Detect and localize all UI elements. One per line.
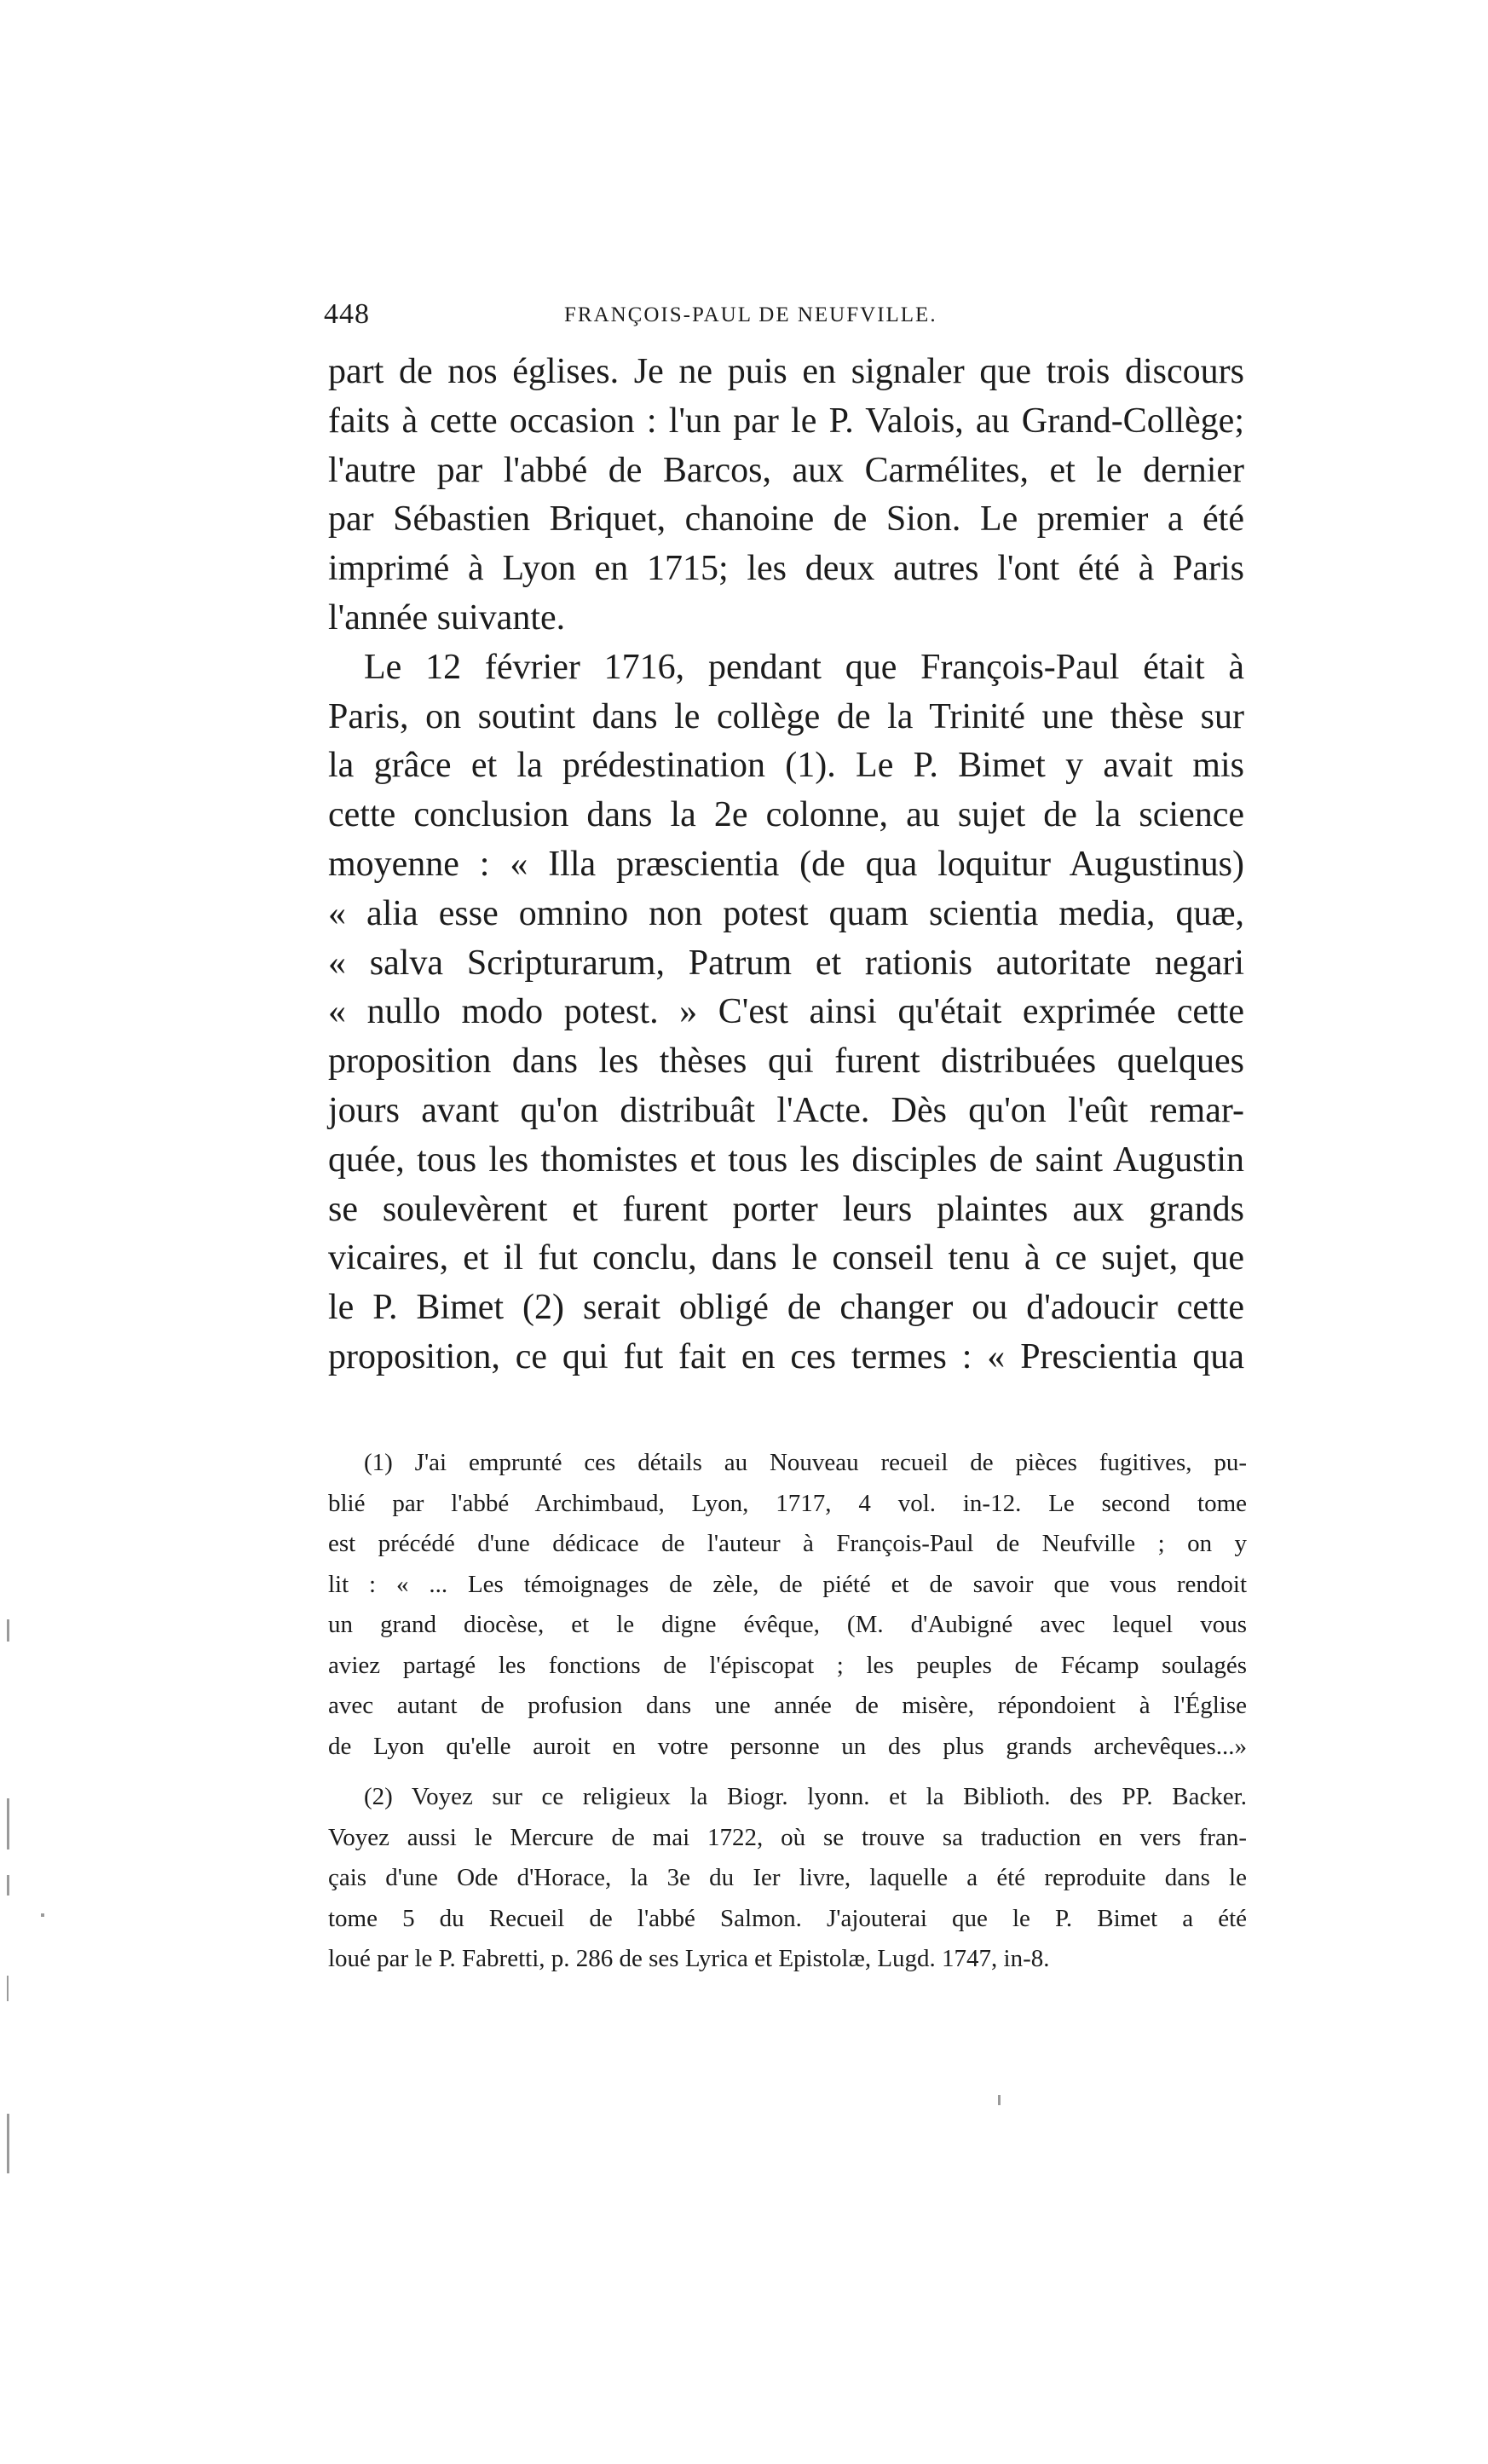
body-line: par Sébastien Briquet, chanoine de Sion. Le premier a été xyxy=(328,499,1244,540)
body-line: la grâce et la prédestination (1). Le P. Bimet y avait mis xyxy=(328,746,1244,786)
body-line: « nullo modo potest. » C'est ainsi qu'était exprimée cette xyxy=(328,992,1244,1032)
body-line: cette conclusion dans la 2e colonne, au sujet de la science xyxy=(328,795,1244,835)
body-line: « salva Scripturarum, Patrum et rationis autoritate negari xyxy=(328,943,1244,983)
footnote-line: (2) Voyez sur ce religieux la Biogr. lyonn. et la Biblioth. des PP. Backer. xyxy=(364,1783,1247,1810)
body-line: imprimé à Lyon en 1715; les deux autres l'ont été à Paris xyxy=(328,549,1244,589)
footnote-line: loué par le P. Fabretti, p. 286 de ses Lyrica et Epistolæ, Lugd. 1747, in-8. xyxy=(328,1945,1050,1972)
footnote-line: de Lyon qu'elle auroit en votre personne un des plus grands archevêques...» xyxy=(328,1732,1247,1760)
footnote-line: est précédé d'une dédicace de l'auteur à François-Paul de Neufville ; on y xyxy=(328,1530,1247,1557)
footnote-line: blié par l'abbé Archimbaud, Lyon, 1717, 4 vol. in-12. Le second tome xyxy=(328,1489,1247,1517)
footnote-line: (1) J'ai emprunté ces détails au Nouveau recueil de pièces fugitives, pu- xyxy=(364,1449,1247,1476)
body-line: proposition dans les thèses qui furent distribuées quelques xyxy=(328,1042,1244,1082)
body-line: vicaires, et il fut conclu, dans le conseil tenu à ce sujet, que xyxy=(328,1238,1244,1278)
scan-mark xyxy=(7,1798,9,1849)
body-line: proposition, ce qui fut fait en ces termes : « Prescientia qua xyxy=(328,1336,1244,1376)
body-line: faits à cette occasion : l'un par le P. Valois, au Grand-Collège; xyxy=(328,401,1244,441)
body-line: jours avant qu'on distribuât l'Acte. Dès qu'on l'eût remar- xyxy=(328,1090,1244,1130)
body-line: quée, tous les thomistes et tous les disciples de saint Augustin xyxy=(328,1140,1244,1180)
scan-mark xyxy=(7,2114,9,2173)
footnote-2 xyxy=(328,1777,1247,1980)
scan-mark xyxy=(41,1913,44,1917)
scan-mark xyxy=(7,1619,9,1642)
footnote-1 xyxy=(328,1443,1247,1767)
body-line: le P. Bimet (2) serait obligé de changer ou d'adoucir cette xyxy=(328,1288,1244,1328)
running-title: FRANÇOIS-PAUL DE NEUFVILLE. xyxy=(564,303,937,326)
scan-mark xyxy=(998,2095,1001,2105)
footnote-line: tome 5 du Recueil de l'abbé Salmon. J'ajouterai que le P. Bimet a été xyxy=(328,1904,1247,1932)
scan-mark xyxy=(7,1875,9,1896)
footnotes xyxy=(328,1443,1247,1980)
footnote-gap xyxy=(328,1767,1247,1777)
body-line: part de nos églises. Je ne puis en signaler que trois discours xyxy=(328,352,1244,391)
page-header xyxy=(324,298,1257,341)
footnote-line: lit : « ... Les témoignages de zèle, de piété et de savoir que vous rendoit xyxy=(328,1570,1247,1598)
scan-mark xyxy=(7,1976,9,2001)
body-line: moyenne : « Illa præscientia (de qua loquitur Augustinus) xyxy=(328,844,1244,884)
footnote-line: avec autant de profusion dans une année de misère, répondoient à l'Église xyxy=(328,1692,1247,1719)
footnote-line: çais d'une Ode d'Horace, la 3e du Ier livre, laquelle a été reproduite dans le xyxy=(328,1864,1247,1891)
footnote-line: aviez partagé les fonctions de l'épiscopat ; les peuples de Fécamp soulagés xyxy=(328,1651,1247,1679)
footnote-line: Voyez aussi le Mercure de mai 1722, où se trouve sa traduction en vers fran- xyxy=(328,1823,1247,1851)
body-line: « alia esse omnino non potest quam scientia media, quæ, xyxy=(328,893,1244,933)
page-number: 448 xyxy=(324,298,370,330)
body-line: l'année suivante. xyxy=(328,597,566,638)
body-text xyxy=(328,348,1244,1382)
paragraph-start: Le 12 février 1716, pendant que François-Paul était à xyxy=(364,647,1244,687)
body-line: Paris, on soutint dans le collège de la Trinité une thèse sur xyxy=(328,696,1244,736)
body-line: l'autre par l'abbé de Barcos, aux Carmélites, et le dernier xyxy=(328,450,1244,490)
footnote-line: un grand diocèse, et le digne évêque, (M. d'Aubigné avec lequel vous xyxy=(328,1611,1247,1638)
body-line: se soulevèrent et furent porter leurs plaintes aux grands xyxy=(328,1189,1244,1229)
